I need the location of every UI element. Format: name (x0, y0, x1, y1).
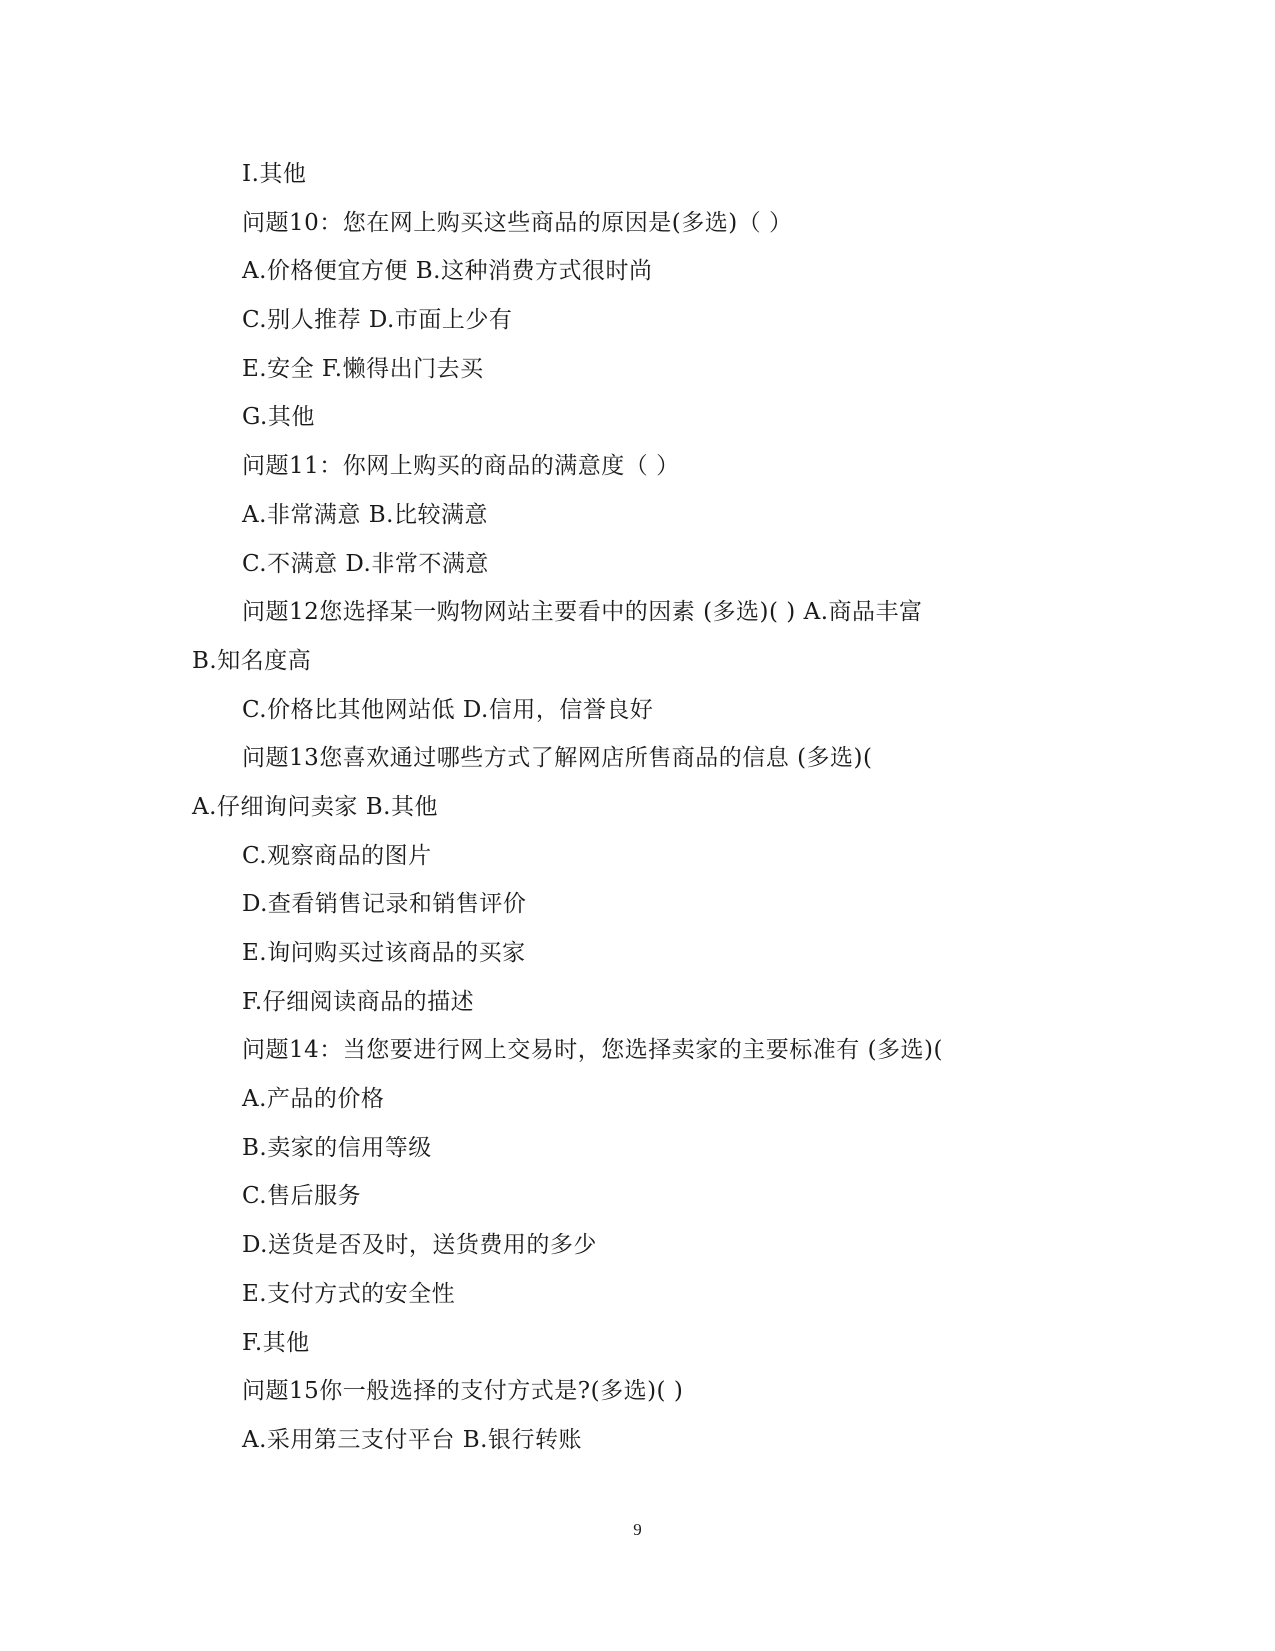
document-body (0, 154, 1275, 1469)
question-14-heading: 问题14：当您要进行网上交易时，您选择卖家的主要标准有 (多选)( (242, 1037, 943, 1064)
question-13-option-f: F.仔细阅读商品的描述 (242, 988, 475, 1015)
question-15-options-ab: A.采用第三支付平台 B.银行转账 (242, 1426, 582, 1453)
question-15-heading: 问题15你一般选择的支付方式是?(多选)( ) (242, 1378, 684, 1405)
question-10-heading: 问题10：您在网上购买这些商品的原因是(多选)（ ） (242, 209, 793, 236)
question-14-option-f: F.其他 (242, 1329, 310, 1356)
question-12-option-b: B.知名度高 (192, 647, 312, 674)
question-11-heading: 问题11：你网上购买的商品的满意度（ ） (242, 453, 680, 480)
question-10-options-ef: E.安全 F.懒得出门去买 (242, 355, 484, 382)
question-13-options-ab: A.仔细询问卖家 B.其他 (192, 793, 438, 820)
question-11-options-ab: A.非常满意 B.比较满意 (242, 501, 488, 528)
question-13-option-d: D.查看销售记录和销售评价 (242, 891, 527, 918)
page-number: 9 (633, 1520, 642, 1539)
question-12-heading: 问题12您选择某一购物网站主要看中的因素 (多选)( ) A.商品丰富 (242, 599, 923, 626)
question-11-options-cd: C.不满意 D.非常不满意 (242, 550, 489, 577)
question-14-option-b: B.卖家的信用等级 (242, 1134, 432, 1161)
question-14-option-c: C.售后服务 (242, 1183, 362, 1210)
question-14-option-d: D.送货是否及时，送货费用的多少 (242, 1232, 597, 1259)
question-10-options-cd: C.别人推荐 D.市面上少有 (242, 307, 513, 334)
question-14-option-a: A.产品的价格 (242, 1086, 385, 1113)
question-13-option-c: C.观察商品的图片 (242, 842, 432, 869)
question-12-options-cd: C.价格比其他网站低 D.信用，信誉良好 (242, 696, 654, 723)
question-10-option-g: G.其他 (242, 404, 315, 431)
question-13-heading: 问题13您喜欢通过哪些方式了解网店所售商品的信息 (多选)( (242, 745, 873, 772)
text-line: I.其他 (242, 161, 307, 187)
question-13-option-e: E.询问购买过该商品的买家 (242, 940, 526, 966)
question-10-options-ab: A.价格便宜方便 B.这种消费方式很时尚 (242, 258, 653, 285)
question-14-option-e: E.支付方式的安全性 (242, 1280, 456, 1307)
